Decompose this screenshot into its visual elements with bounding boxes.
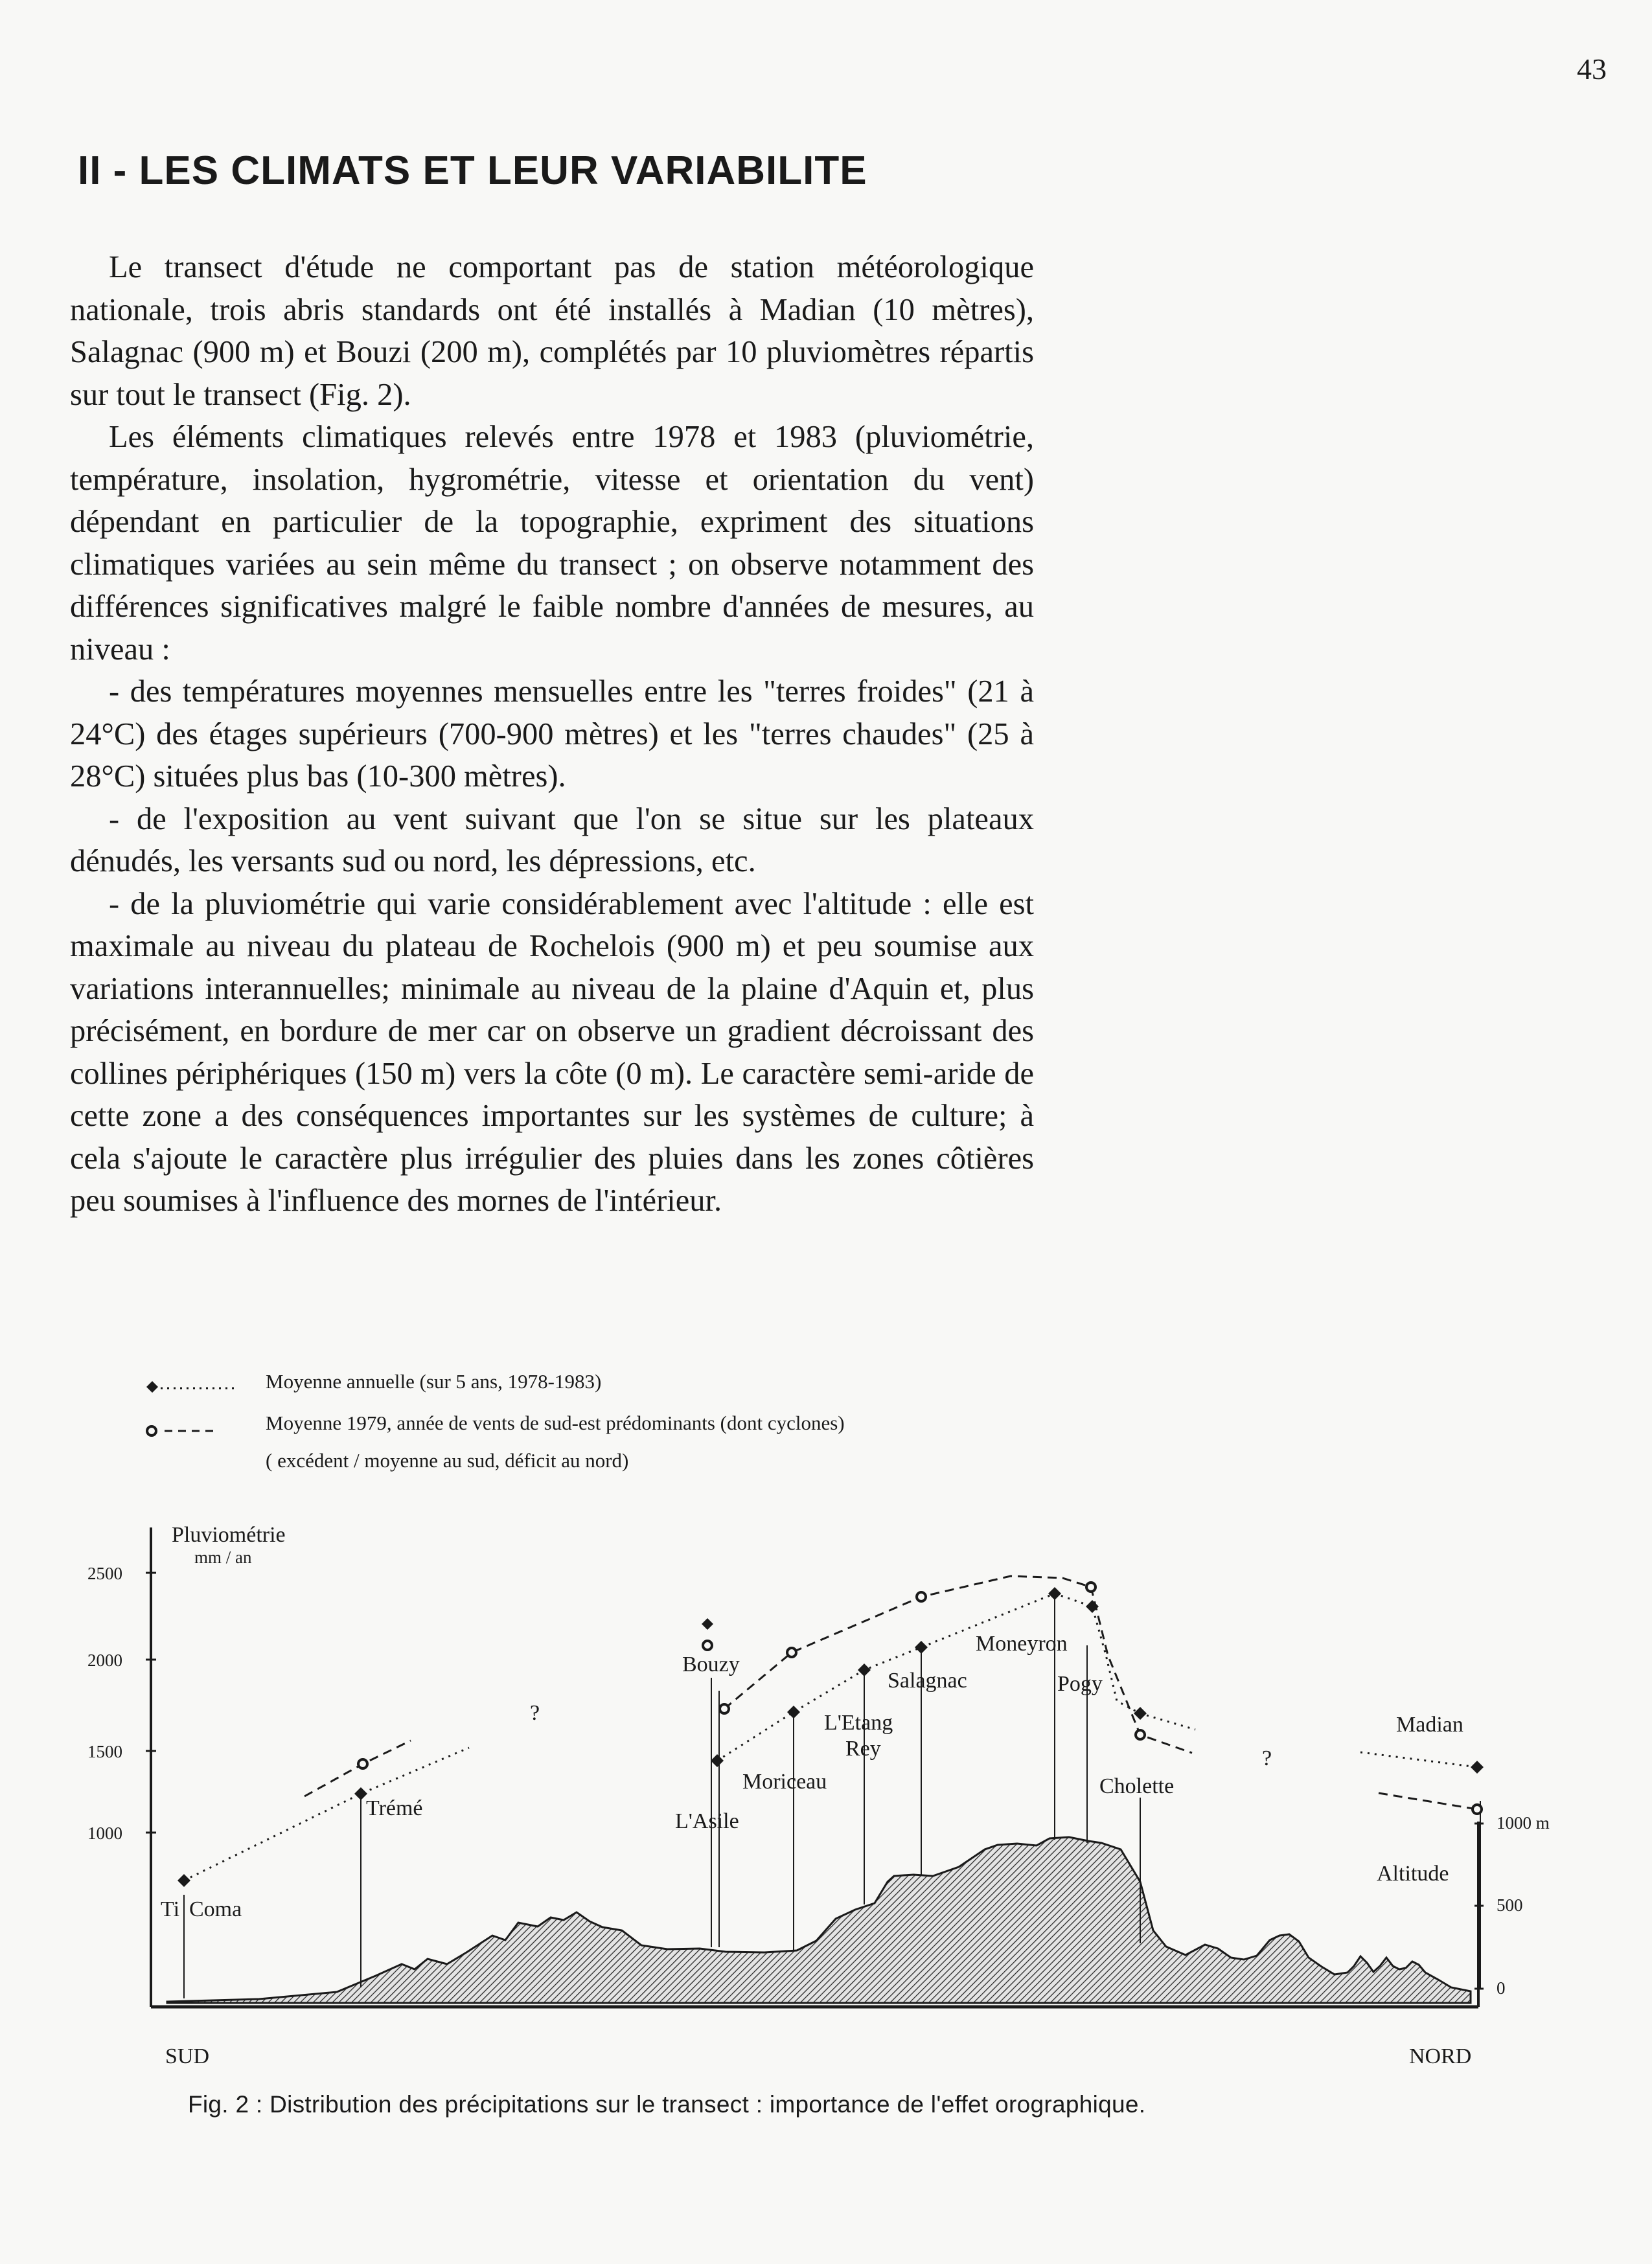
paragraph-1: Le transect d'étude ne comportant pas de station météorologique nationale, trois abris standards ont été installés à Madian (10 mètres), Salagnac (900 m) et Bouzi (200 m), complétés par 10 pluviomètres répartis sur tout le transect (Fig. 2).: [70, 250, 1034, 412]
annual-point-ti-coma: [178, 1874, 190, 1887]
annual-point-bouzy: [702, 1618, 713, 1630]
paragraph-2: Les éléments climatiques relevés entre 1978 et 1983 (pluviométrie, température, insolation, hygrométrie, vitesse et orientation du vent) dépendant en particulier de la topographie, expriment des situations climatiques variées au sein même du transect ; on observe notamment des différences significatives malgré le faible nombre d'années de mesures, au niveau :: [70, 420, 1034, 667]
label-asile: L'Asile: [675, 1809, 739, 1833]
y1979-point-bouzy: [703, 1641, 712, 1650]
label-madian: Madian: [1396, 1713, 1463, 1737]
annual-line-south: [184, 1748, 469, 1881]
right-label-1000m: 1000 m: [1497, 1813, 1550, 1833]
paragraph-5: - de la pluviométrie qui varie considérablement avec l'altitude : elle est maximale au niveau du plateau de Rochelois (900 m) et peu soumise aux variations interannuelles; minimale au niveau de la plaine d'Aquin et, plus précisément, en bordure de mer car on observe un gradient décroissant des collines périphériques (150 m) vers la côte (0 m). Le caractère semi-aride de cette zone a des conséquences importantes sur les systèmes de culture; à cela s'ajoute le caractère plus irrégulier des pluies dans les zones côtières peu soumises à l'influence des mornes de l'intérieur.: [70, 886, 1034, 1218]
unknown-mark-north: ?: [1262, 1746, 1272, 1770]
label-south: SUD: [165, 2044, 210, 2068]
y1979-point-cholette: [1136, 1730, 1145, 1739]
label-treme: Trémé: [366, 1796, 423, 1820]
annual-point-salagnac: [915, 1641, 928, 1654]
y1979-line-north: [1379, 1793, 1477, 1809]
annual-series: [178, 1587, 1484, 1887]
right-tick-0: 0: [1497, 1978, 1506, 1998]
label-moriceau: Moriceau: [742, 1770, 827, 1794]
y1979-point-moneyron: [1086, 1583, 1096, 1592]
ytick-2000: 2000: [87, 1651, 122, 1670]
paragraph-4: - de l'exposition au vent suivant que l'on se situe sur les plateaux dénudés, les versants sud ou nord, les dépressions, etc.: [70, 801, 1034, 878]
ytick-2500: 2500: [87, 1564, 122, 1583]
annual-point-treme: [354, 1787, 367, 1800]
figure-caption: Fig. 2 : Distribution des précipitations sur le transect : importance de l'effet orographique.: [188, 2091, 1146, 2118]
left-axis: [87, 1523, 286, 2007]
y1979-point-madian: [1473, 1805, 1482, 1814]
y1979-line-main: [724, 1576, 1192, 1753]
label-pogy: Pogy: [1057, 1672, 1103, 1696]
legend-note: ( excédent / moyenne au sud, déficit au nord): [266, 1449, 629, 1472]
transect-chart: [0, 1347, 1652, 2138]
label-bouzy: Bouzy: [682, 1652, 740, 1676]
altitude-label: Altitude: [1377, 1862, 1449, 1886]
y1979-point-moriceau: [787, 1648, 796, 1657]
ylabel: Pluviométrie: [172, 1523, 286, 1547]
year-1979-series: [304, 1576, 1482, 1814]
annual-point-letang: [858, 1664, 871, 1676]
unknown-mark-south: ?: [530, 1701, 540, 1725]
yunit: mm / an: [194, 1548, 252, 1567]
right-tick-500: 500: [1497, 1895, 1523, 1915]
page-number: 43: [1577, 52, 1607, 86]
annual-point-asile: [711, 1754, 724, 1767]
legend-annual-marker: [146, 1381, 158, 1393]
ytick-1000: 1000: [87, 1824, 122, 1843]
annual-line-north: [1360, 1752, 1477, 1767]
annual-point-cholette: [1134, 1707, 1147, 1720]
y1979-point-asile: [720, 1704, 729, 1713]
figure: [0, 1347, 1652, 2138]
legend-annual-label: Moyenne annuelle (sur 5 ans, 1978-1983): [266, 1370, 602, 1393]
annual-point-moneyron: [1048, 1587, 1061, 1600]
annual-point-madian: [1471, 1761, 1484, 1774]
label-salagnac: Salagnac: [888, 1669, 967, 1693]
label-ti: Ti: [161, 1897, 180, 1921]
y1979-line-south: [304, 1741, 411, 1796]
label-moneyron: Moneyron: [976, 1632, 1068, 1656]
legend-1979-marker: [147, 1426, 156, 1435]
annual-point-pogy: [1086, 1600, 1099, 1613]
ytick-1500: 1500: [87, 1742, 122, 1761]
y1979-point-treme: [358, 1759, 367, 1768]
terrain-profile: [167, 1837, 1471, 2003]
paragraph-3: - des températures moyennes mensuelles entre les "terres froides" (21 à 24°C) des étages supérieurs (700-900 mètres) et les "terres chaudes" (25 à 28°C) situées plus bas (10-300 mètres).: [70, 674, 1034, 794]
section-title: II - LES CLIMATS ET LEUR VARIABILITE: [78, 148, 867, 193]
label-letang: L'Etang: [824, 1711, 893, 1735]
label-cholette: Cholette: [1099, 1774, 1175, 1798]
legend-1979-label: Moyenne 1979, année de vents de sud-est prédominants (dont cyclones): [266, 1412, 845, 1434]
annual-point-moriceau: [787, 1706, 800, 1719]
label-coma: Coma: [189, 1897, 242, 1921]
legend: [146, 1370, 845, 1472]
body-text: [70, 246, 1034, 1222]
label-rey: Rey: [845, 1737, 881, 1761]
y1979-point-salagnac: [917, 1592, 926, 1601]
label-north: NORD: [1409, 2044, 1472, 2068]
